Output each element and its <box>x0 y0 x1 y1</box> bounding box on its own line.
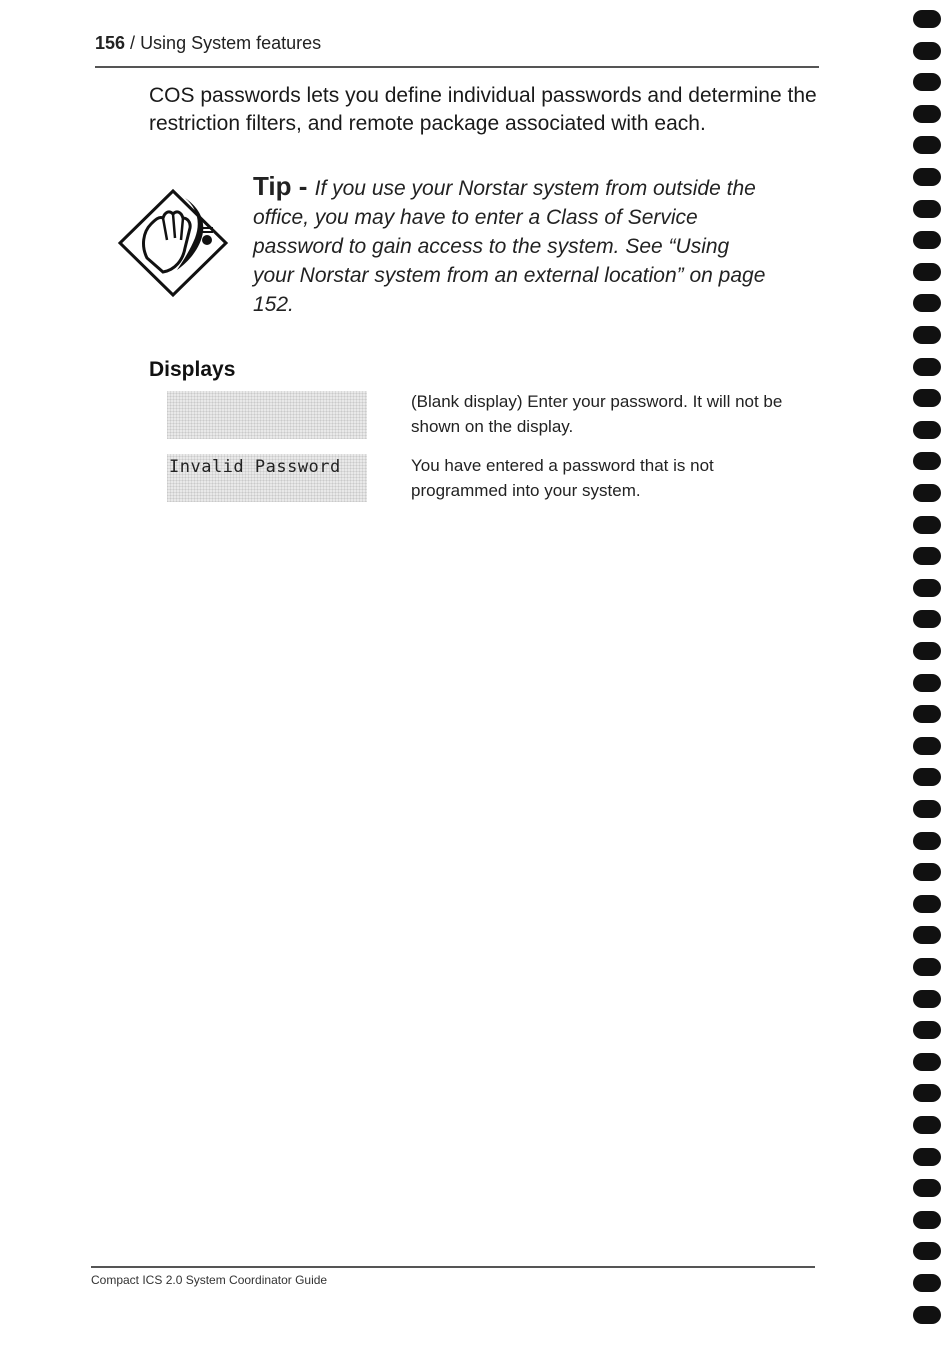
binding-hole <box>913 294 941 312</box>
binding-hole <box>913 263 941 281</box>
page-header <box>95 33 321 54</box>
binding-hole <box>913 547 941 565</box>
binding-hole <box>913 926 941 944</box>
lcd-display-invalid-password: Invalid Password <box>167 454 367 502</box>
binding-hole <box>913 10 941 28</box>
binding-hole <box>913 484 941 502</box>
hand-pointer-diamond-icon <box>117 188 229 298</box>
binding-hole <box>913 1211 941 1229</box>
header-rule <box>95 66 819 68</box>
binding-hole <box>913 958 941 976</box>
lcd-display-blank <box>167 391 367 439</box>
binding-hole <box>913 832 941 850</box>
binding-hole <box>913 1242 941 1260</box>
binding-hole <box>913 452 941 470</box>
spiral-binding <box>910 0 950 1345</box>
binding-hole <box>913 1021 941 1039</box>
binding-hole <box>913 863 941 881</box>
binding-hole <box>913 200 941 218</box>
binding-hole <box>913 990 941 1008</box>
binding-hole <box>913 1306 941 1324</box>
binding-hole <box>913 105 941 123</box>
binding-hole <box>913 421 941 439</box>
footer-rule <box>91 1266 815 1268</box>
binding-hole <box>913 610 941 628</box>
binding-hole <box>913 1084 941 1102</box>
binding-hole <box>913 168 941 186</box>
binding-hole <box>913 73 941 91</box>
page-footer: Compact ICS 2.0 System Coordinator Guide <box>91 1273 328 1287</box>
binding-hole <box>913 1274 941 1292</box>
binding-hole <box>913 42 941 60</box>
intro-paragraph: COS passwords lets you define individual passwords and determine the restriction filters, and remote package associated with each. <box>149 84 817 135</box>
displays-heading: Displays <box>149 358 236 381</box>
binding-hole <box>913 800 941 818</box>
binding-hole <box>913 1148 941 1166</box>
binding-hole <box>913 705 941 723</box>
binding-hole <box>913 895 941 913</box>
binding-hole <box>913 389 941 407</box>
binding-hole <box>913 768 941 786</box>
binding-hole <box>913 579 941 597</box>
tip-label: Tip - <box>253 171 315 201</box>
binding-hole <box>913 358 941 376</box>
binding-hole <box>913 1053 941 1071</box>
binding-hole <box>913 642 941 660</box>
binding-hole <box>913 1116 941 1134</box>
binding-hole <box>913 136 941 154</box>
binding-hole <box>913 231 941 249</box>
section-title: Using System features <box>140 33 322 53</box>
binding-hole <box>913 674 941 692</box>
page-number: 156 <box>95 33 126 53</box>
tip-block <box>253 172 773 319</box>
binding-hole <box>913 1179 941 1197</box>
binding-hole <box>913 737 941 755</box>
binding-hole <box>913 326 941 344</box>
binding-hole <box>913 516 941 534</box>
display-description-blank: (Blank display) Enter your password. It will not be shown on the display. <box>411 392 783 436</box>
header-separator: / <box>125 33 141 53</box>
display-description-invalid-password: You have entered a password that is not programmed into your system. <box>411 456 714 500</box>
tip-text: If you use your Norstar system from outside the office, you may have to enter a Class of Service password to gain access to the system. See “Using your Norstar system from an external location” on page 152. <box>253 177 766 316</box>
